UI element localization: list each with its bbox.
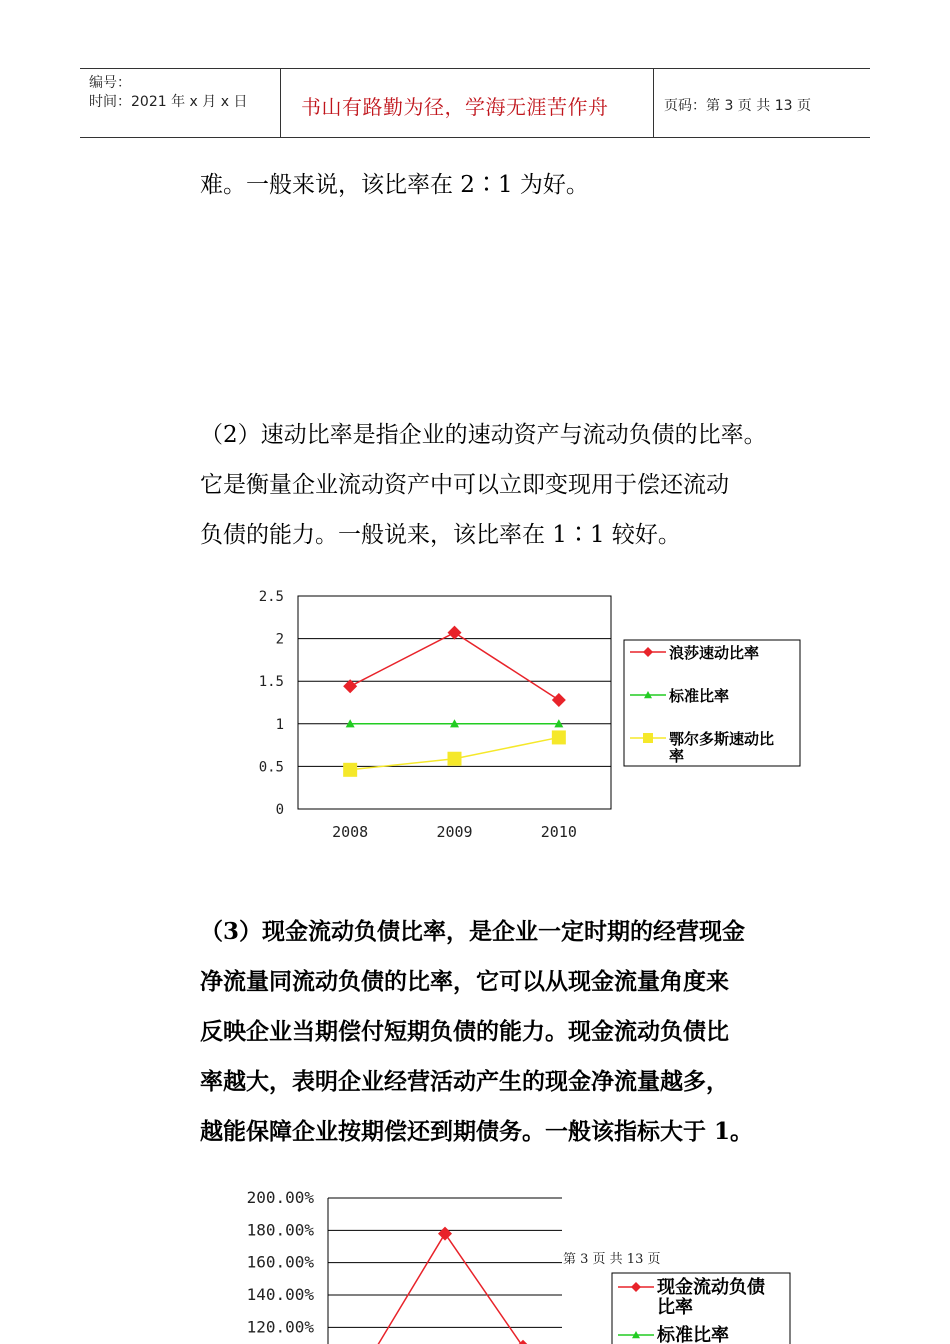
footer-page-number: 第 3 页 共 13 页 [563, 1252, 661, 1267]
paragraph-current-ratio-end: 难。一般来说，该比率在 2∶1 为好。 [200, 172, 589, 198]
legend-label: 鄂尔多斯速动比率 [669, 730, 775, 765]
y-tick-label: 0 [275, 802, 284, 818]
y-tick-label: 140.00% [246, 1285, 314, 1304]
document-time: 时间：2021 年 x 月 x 日 [89, 94, 248, 110]
motto: 书山有路勤为径，学海无涯苦作舟 [301, 95, 609, 119]
header-page-info: 页码：第 3 页 共 13 页 [664, 98, 811, 114]
y-tick-label: 2.5 [258, 589, 284, 605]
y-tick-label: 200.00% [246, 1188, 314, 1207]
legend-label: 浪莎速动比率 [669, 644, 760, 662]
paragraph-cash-ratio: （3）现金流动负债比率，是企业一定时期的经营现金 净流量同流动负债的比率，它可以从现金流量角度来 反映企业当期偿付短期负债的能力。现金流动负债比 率越大，表明企业经营活动产生的现金净流量越多， 越能保障企业按期偿还到期债务。一般该指标大于 1。 [200, 918, 754, 1145]
paragraph-quick-ratio: （2）速动比率是指企业的速动资产与流动负债的比率。 它是衡量企业流动资产中可以立即变现用于偿还流动 负债的能力。一般说来，该比率在 1∶1 较好。 [200, 422, 767, 548]
y-tick-label: 1.5 [258, 674, 284, 691]
y-tick-label: 160.00% [246, 1252, 314, 1272]
y-tick-label: 2 [275, 631, 284, 648]
legend-label: 标准比率 [669, 687, 730, 705]
document-number: 编号： [89, 75, 131, 91]
y-tick-label: 0.5 [258, 759, 284, 776]
x-tick-label: 2009 [436, 823, 473, 841]
y-tick-label: 120.00% [246, 1317, 314, 1337]
legend-label: 标准比率 [657, 1325, 729, 1344]
y-tick-label: 1 [275, 716, 284, 733]
x-tick-label: 2008 [332, 823, 369, 841]
legend-label: 现金流动负债比率 [657, 1277, 765, 1318]
x-tick-label: 2010 [540, 823, 577, 841]
y-tick-label: 180.00% [246, 1220, 314, 1240]
data-point [438, 1227, 452, 1241]
